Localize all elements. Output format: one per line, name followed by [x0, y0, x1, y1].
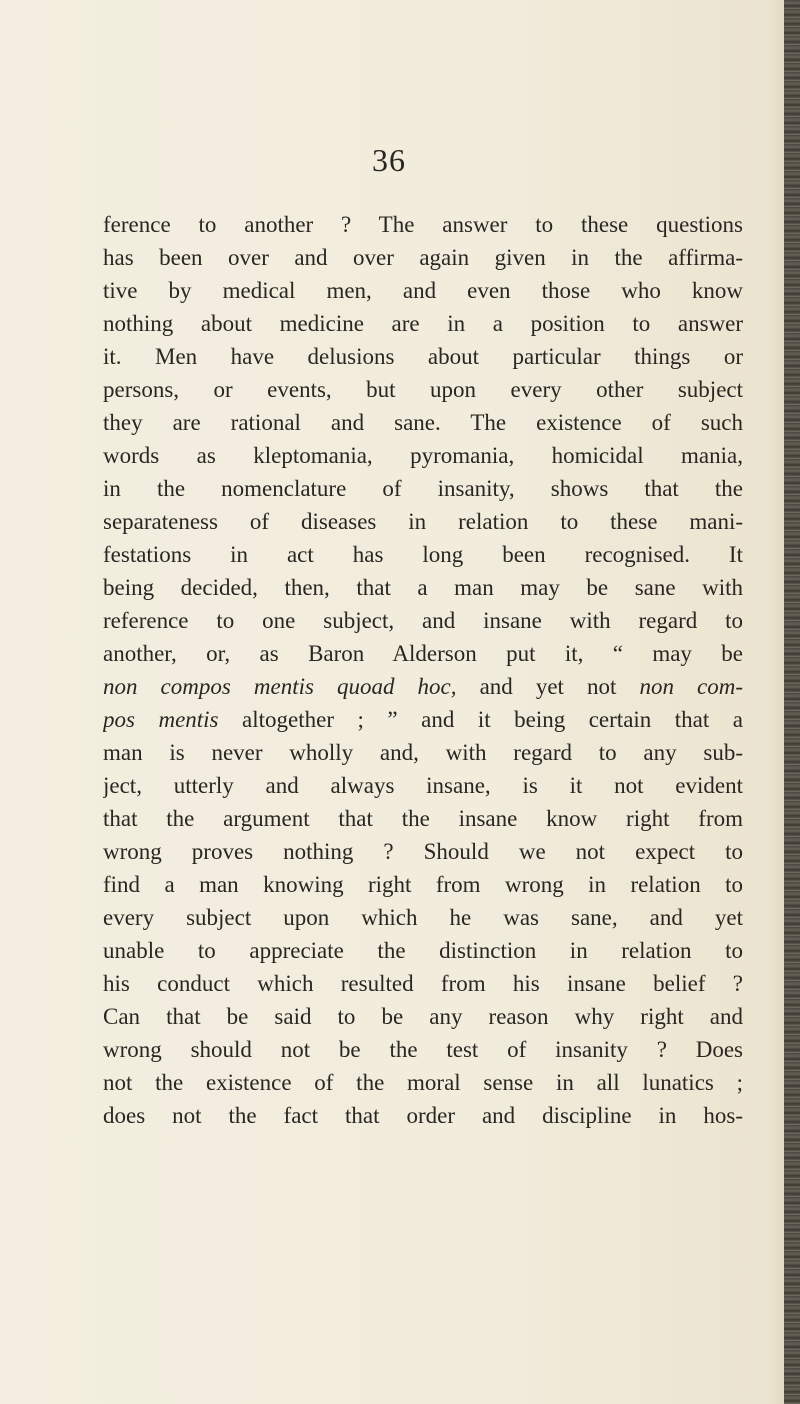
text-line: does not the fact that order and discipline in hos- — [103, 1103, 743, 1128]
text-line: ject, utterly and always insane, is it not evident — [103, 773, 743, 798]
text-line: ference to another ? The answer to these questions — [103, 212, 743, 237]
text-line: man is never wholly and, with regard to any sub- — [103, 740, 743, 765]
text-line: not the existence of the moral sense in all lunatics ; — [103, 1070, 743, 1095]
body-text — [103, 208, 743, 1132]
text-line: separateness of diseases in relation to these mani- — [103, 509, 743, 534]
text-line: reference to one subject, and insane with regard to — [103, 608, 743, 633]
text-line: they are rational and sane. The existence of such — [103, 410, 743, 435]
text-line: that the argument that the insane know right from — [103, 806, 743, 831]
latin-phrase: non com- — [639, 674, 743, 699]
latin-phrase: pos mentis — [103, 707, 219, 732]
text-line: words as kleptomania, pyromania, homicidal mania, — [103, 443, 743, 468]
text-line: his conduct which resulted from his insane belief ? — [103, 971, 743, 996]
text-line: unable to appreciate the distinction in relation to — [103, 938, 743, 963]
text-line: Can that be said to be any reason why right and — [103, 1004, 743, 1029]
line-text: and yet not — [456, 674, 640, 699]
text-line: festations in act has long been recognised. It — [103, 542, 743, 567]
text-line: find a man knowing right from wrong in relation to — [103, 872, 743, 897]
text-line: another, or, as Baron Alderson put it, “ may be — [103, 641, 743, 666]
book-page-edge — [784, 0, 800, 1404]
text-line: nothing about medicine are in a position to answer — [103, 311, 743, 336]
text-line: persons, or events, but upon every other subject — [103, 377, 743, 402]
latin-phrase: non compos mentis quoad hoc, — [103, 674, 457, 699]
text-line: has been over and over again given in the affirma- — [103, 245, 743, 270]
text-line: in the nomenclature of insanity, shows that the — [103, 476, 743, 501]
text-line: it. Men have delusions about particular things or — [103, 344, 743, 369]
text-line: wrong should not be the test of insanity ? Does — [103, 1037, 743, 1062]
text-line-latin — [103, 703, 743, 736]
text-line: tive by medical men, and even those who know — [103, 278, 743, 303]
text-line: wrong proves nothing ? Should we not expect to — [103, 839, 743, 864]
line-text: altogether ; ” and it being certain that a — [218, 707, 743, 732]
page-number: 36 — [372, 142, 406, 178]
text-line: every subject upon which he was sane, and yet — [103, 905, 743, 930]
text-line-latin — [103, 670, 743, 703]
text-line: being decided, then, that a man may be sane with — [103, 575, 743, 600]
